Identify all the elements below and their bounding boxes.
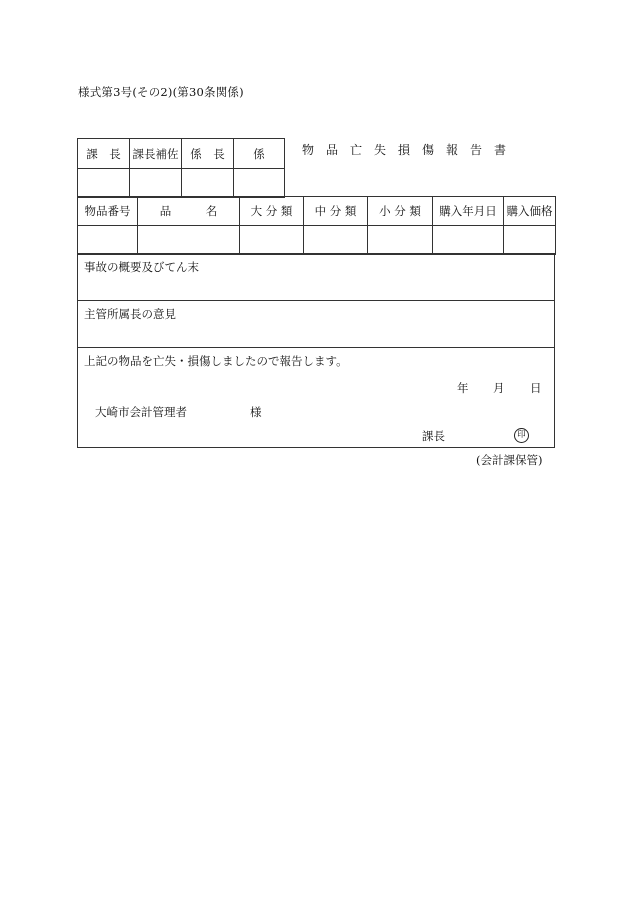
report-statement: 上記の物品を亡失・損傷しましたので報告します。 [84,354,348,368]
seal-mark: 印 [514,428,529,443]
purchase-date-field[interactable] [433,226,504,255]
form-number: 様式第3号(その2)(第30条関係) [78,85,244,99]
approval-stamp-cell[interactable] [234,169,285,198]
approval-header-subsection-chief: 係 長 [182,139,234,169]
addressee: 大崎市会計管理者 [95,405,187,419]
approval-header-section-chief: 課 長 [78,139,130,169]
signer-title: 課長 [422,429,445,443]
report-section [77,347,555,448]
approval-stamp-cell[interactable] [182,169,234,198]
minor-category-field[interactable] [368,226,433,255]
item-details-table [77,196,556,255]
item-name-field[interactable] [138,226,240,255]
approval-stamp-table [77,138,285,198]
middle-category-field[interactable] [304,226,368,255]
date-year-label: 年 [457,381,469,395]
approval-stamp-cell[interactable] [130,169,182,198]
header-purchase-price: 購入価格 [504,197,556,226]
honorific: 様 [250,405,262,419]
manager-opinion-section[interactable] [77,300,555,348]
purchase-price-field[interactable] [504,226,556,255]
item-number-field[interactable] [78,226,138,255]
approval-header-staff: 係 [234,139,285,169]
custody-note: (会計課保管) [476,453,543,467]
major-category-field[interactable] [240,226,304,255]
date-month-label: 月 [493,381,505,395]
document-title: 物品亡失損傷報告書 [302,143,519,157]
date-day-label: 日 [530,381,542,395]
header-item-name: 品 名 [138,197,240,226]
approval-header-assistant-chief: 課長補佐 [130,139,182,169]
header-item-number: 物品番号 [78,197,138,226]
incident-section[interactable] [77,253,555,301]
header-minor-category: 小 分 類 [368,197,433,226]
header-purchase-date: 購入年月日 [433,197,504,226]
approval-stamp-cell[interactable] [78,169,130,198]
header-major-category: 大 分 類 [240,197,304,226]
header-middle-category: 中 分 類 [304,197,368,226]
incident-label: 事故の概要及びてん末 [84,260,199,274]
manager-opinion-label: 主管所属長の意見 [84,307,176,321]
